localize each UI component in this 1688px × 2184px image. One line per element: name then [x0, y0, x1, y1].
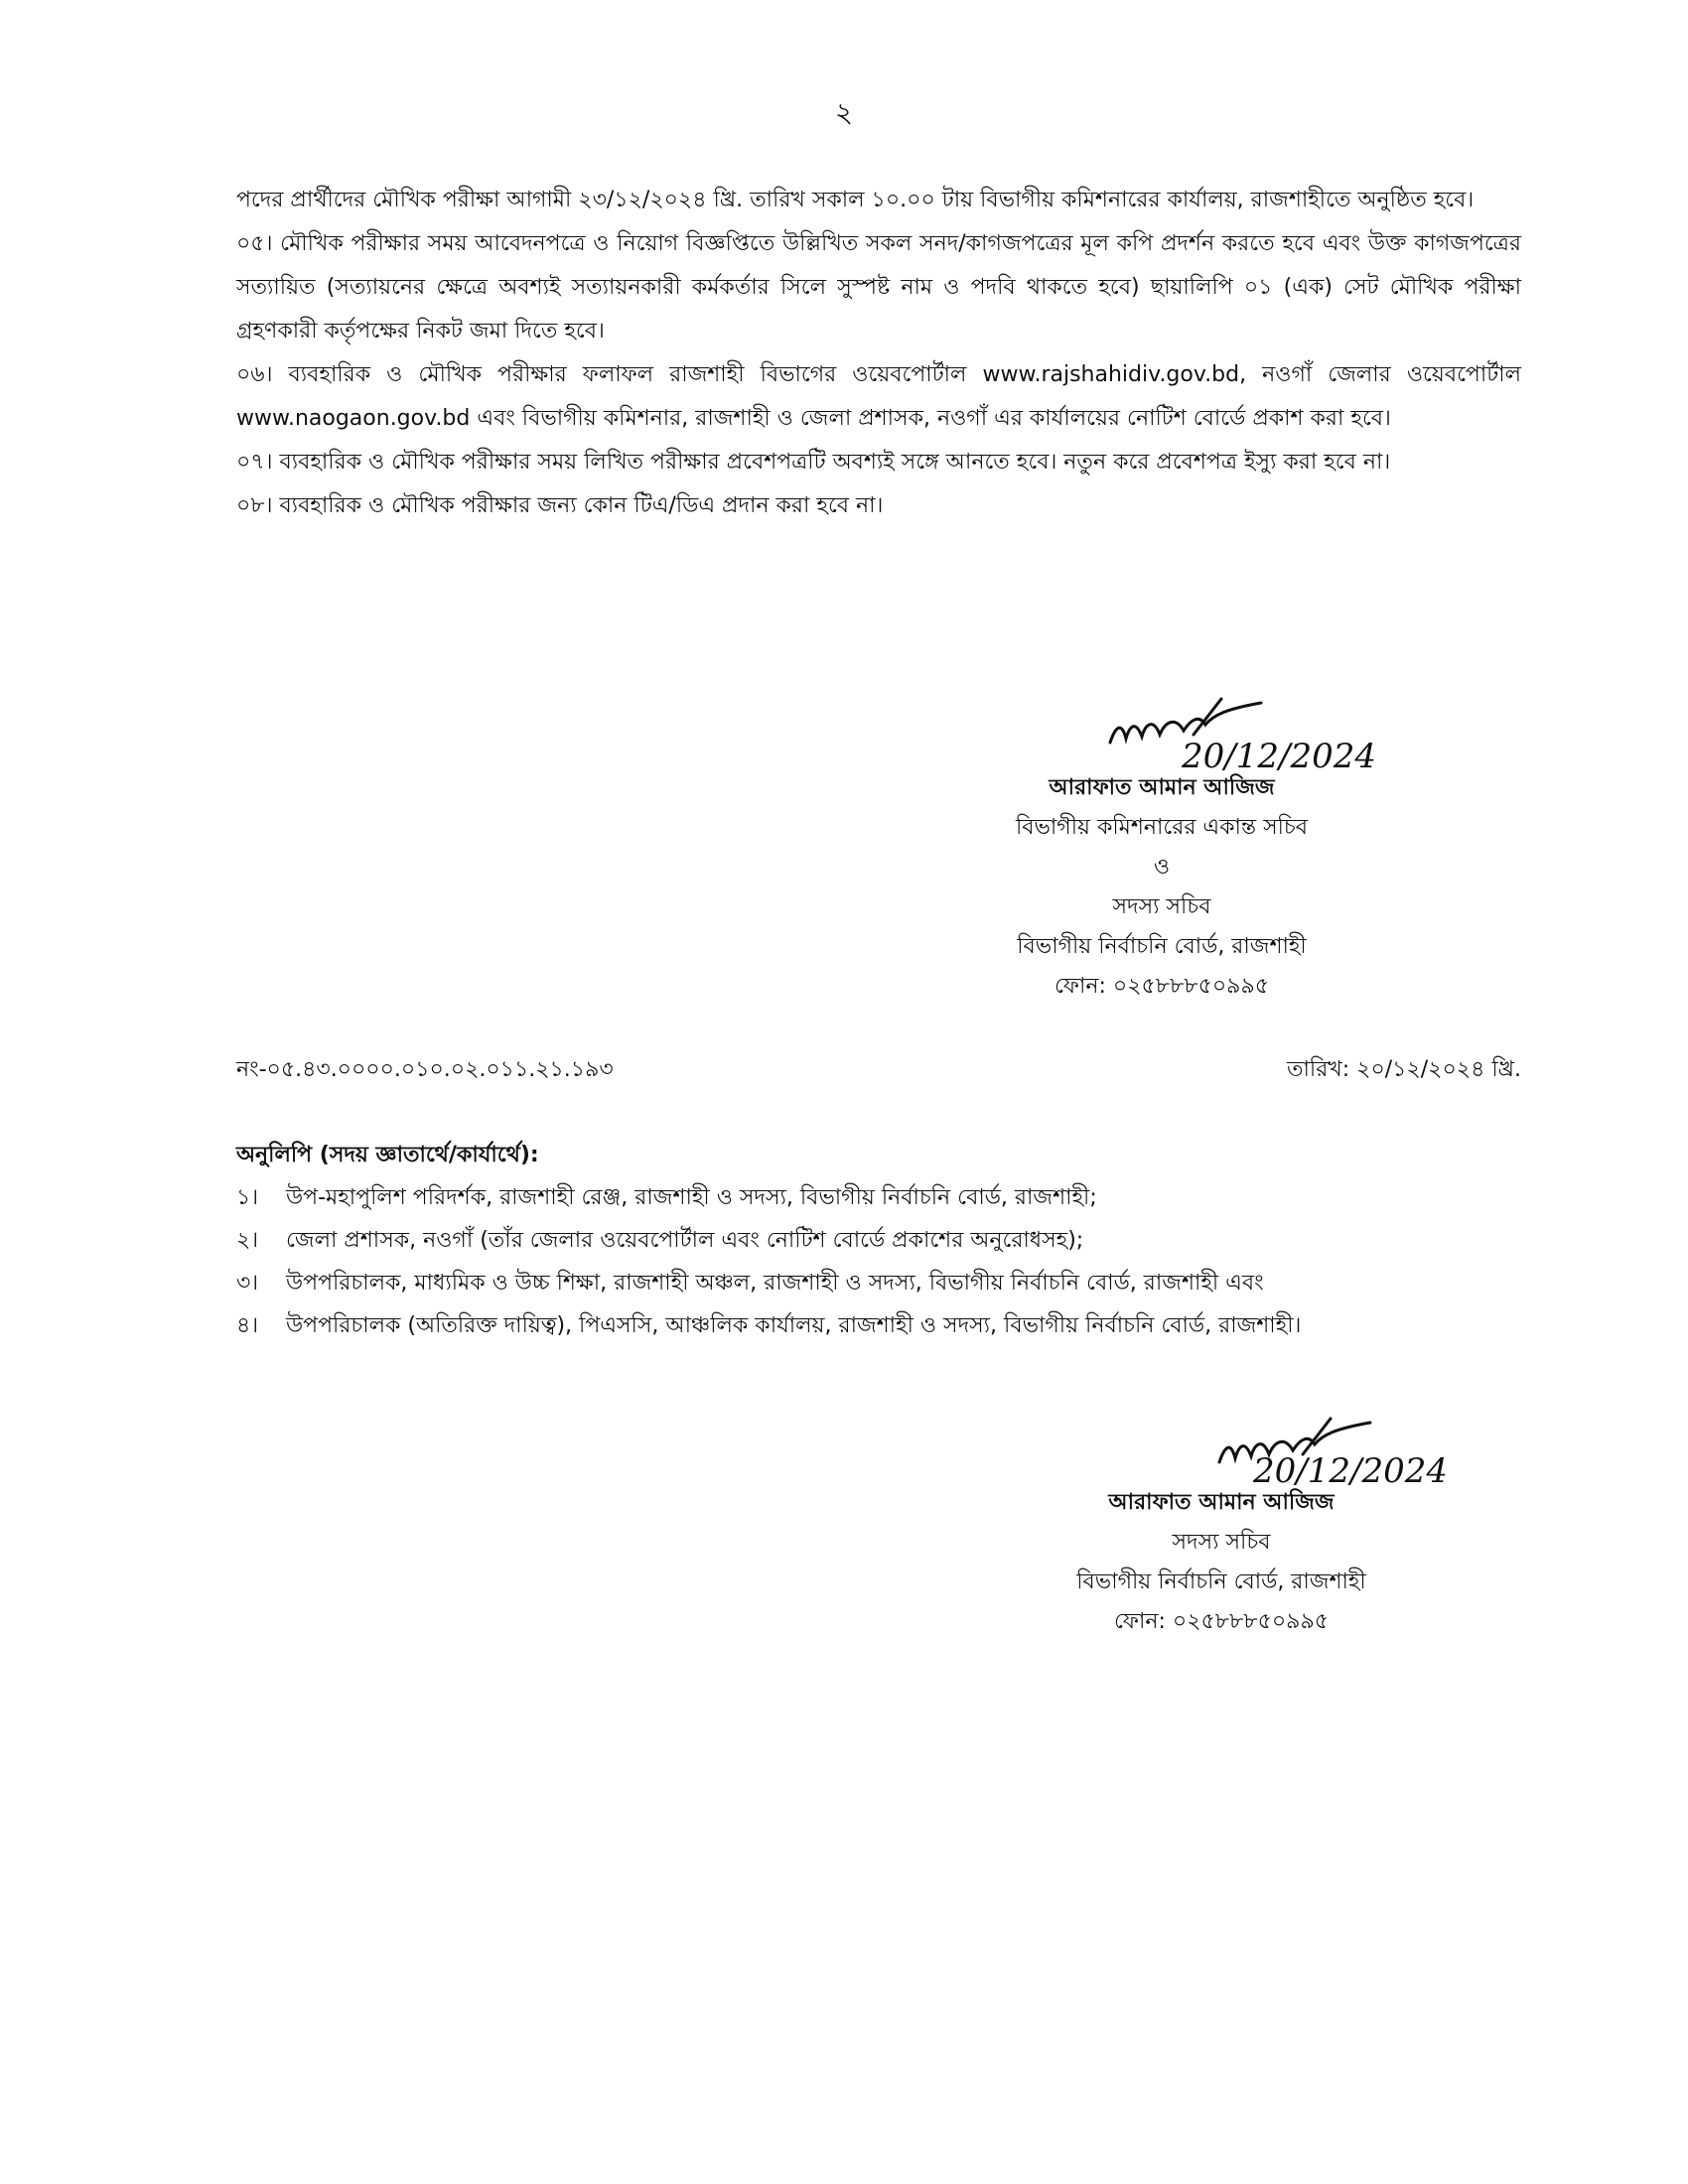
list-item-number: ৪।: [236, 1313, 259, 1338]
list-item-number: ২।: [236, 1228, 259, 1253]
list-item-number: ১।: [236, 1185, 259, 1210]
notice-body: [236, 179, 1521, 528]
signature-block-1: [953, 768, 1370, 1007]
handwritten-date-2: 20/12/2024: [1253, 1451, 1448, 1491]
paragraph-viva-schedule: পদের প্রার্থীদের মৌখিক পরীক্ষা আগামী ২৩/১২/২০২৪ খ্রি. তারিখ সকাল ১০.০০ টায় বিভাগীয় কমিশনারের কার্যালয়, রাজশাহীতে অনুষ্ঠিত হবে।: [236, 188, 1475, 212]
list-item-text: উপপরিচালক, মাধ্যমিক ও উচ্চ শিক্ষা, রাজশাহী অঞ্চল, রাজশাহী ও সদস্য, বিভাগীয় নির্বাচনি বোর্ড, রাজশাহী এবং: [286, 1271, 1264, 1296]
copy-distribution: [236, 1134, 1521, 1347]
signature-block-2: [1013, 1483, 1430, 1642]
signatory-name: আরাফাত আমান আজিজ: [1049, 775, 1275, 800]
paragraph-06-results: ০৬। ব্যবহারিক ও মৌখিক পরীক্ষার ফলাফল রাজশাহী বিভাগের ওয়েবপোর্টাল www.rajshahidiv.gov.bd, নওগাঁ জেলার ওয়েবপোর্টাল www.naogaon.gov.bd এবং বিভাগীয় কমিশনার, রাজশাহী ও জেলা প্রশাসক, নওগাঁ এর কার্যালয়ের নোটিশ বোর্ডে প্রকাশ করা হবে।: [236, 362, 1521, 431]
page-number: ২: [834, 96, 854, 129]
list-item: [236, 1262, 1521, 1304]
signatory-office: বিভাগীয় নির্বাচনি বোর্ড, রাজশাহী: [1076, 1570, 1366, 1594]
list-item: [236, 1304, 1521, 1347]
memo-date: তারিখ: ২০/১২/২০২৪ খ্রি.: [1287, 1057, 1521, 1082]
copy-heading: অনুলিপি (সদয় জ্ঞাতার্থে/কার্যার্থে):: [236, 1143, 539, 1167]
list-item: [236, 1219, 1521, 1262]
signatory-name: আরাফাত আমান আজিজ: [1108, 1490, 1335, 1515]
list-item-text: উপ-মহাপুলিশ পরিদর্শক, রাজশাহী রেঞ্জ, রাজশাহী ও সদস্য, বিভাগীয় নির্বাচনি বোর্ড, রাজশাহী;: [286, 1185, 1097, 1210]
signatory-phone: ফোন: ০২৫৮৮৮৫০৯৯৫: [1113, 1609, 1330, 1634]
paragraph-05-documents: ০৫। মৌখিক পরীক্ষার সময় আবেদনপত্রে ও নিয়োগ বিজ্ঞপ্তিতে উল্লিখিত সকল সনদ/কাগজপত্রের মূল কপি প্রদর্শন করতে হবে এবং উক্ত কাগজপত্রের সত্যায়িত (সত্যায়নের ক্ষেত্রে অবশ্যই সত্যায়নকারী কর্মকর্তার সিলে সুস্পষ্ট নাম ও পদবি থাকতে হবে) ছায়ালিপি ০১ (এক) সেট মৌখিক পরীক্ষা গ্রহণকারী কর্তৃপক্ষের নিকট জমা দিতে হবে।: [236, 231, 1521, 343]
designation-conjunction: ও: [1153, 855, 1171, 880]
signatory-office: বিভাগীয় নির্বাচনি বোর্ড, রাজশাহী: [1017, 934, 1307, 959]
handwritten-date-1: 20/12/2024: [1182, 737, 1376, 776]
list-item-text: উপপরিচালক (অতিরিক্ত দায়িত্ব), পিএসসি, আঞ্চলিক কার্যালয়, রাজশাহী ও সদস্য, বিভাগীয় নির্বাচনি বোর্ড, রাজশাহী।: [286, 1313, 1302, 1338]
paragraph-08-no-ta-da: ০৮। ব্যবহারিক ও মৌখিক পরীক্ষার জন্য কোন টিএ/ডিএ প্রদান করা হবে না।: [236, 493, 884, 518]
signatory-designation: সদস্য সচিব: [1172, 1530, 1271, 1555]
paragraph-07-admit-card: ০৭। ব্যবহারিক ও মৌখিক পরীক্ষার সময় লিখিত পরীক্ষার প্রবেশপত্রটি অবশ্যই সঙ্গে আনতে হবে। নতুন করে প্রবেশপত্র ইস্যু করা হবে না।: [236, 450, 1391, 475]
signatory-designation-secondary: সদস্য সচিব: [1112, 894, 1211, 919]
list-item-number: ৩।: [236, 1271, 259, 1296]
copy-list: [236, 1176, 1521, 1347]
list-item: [236, 1176, 1521, 1219]
memo-number: নং-০৫.৪৩.০০০০.০১০.০২.০১১.২১.১৯৩: [236, 1057, 614, 1082]
signatory-designation: বিভাগীয় কমিশনারের একান্ত সচিব: [1015, 815, 1309, 840]
list-item-text: জেলা প্রশাসক, নওগাঁ (তাঁর জেলার ওয়েবপোর্টাল এবং নোটিশ বোর্ডে প্রকাশের অনুরোধসহ);: [286, 1228, 1084, 1253]
signatory-phone: ফোন: ০২৫৮৮৮৫০৯৯৫: [1054, 974, 1270, 999]
